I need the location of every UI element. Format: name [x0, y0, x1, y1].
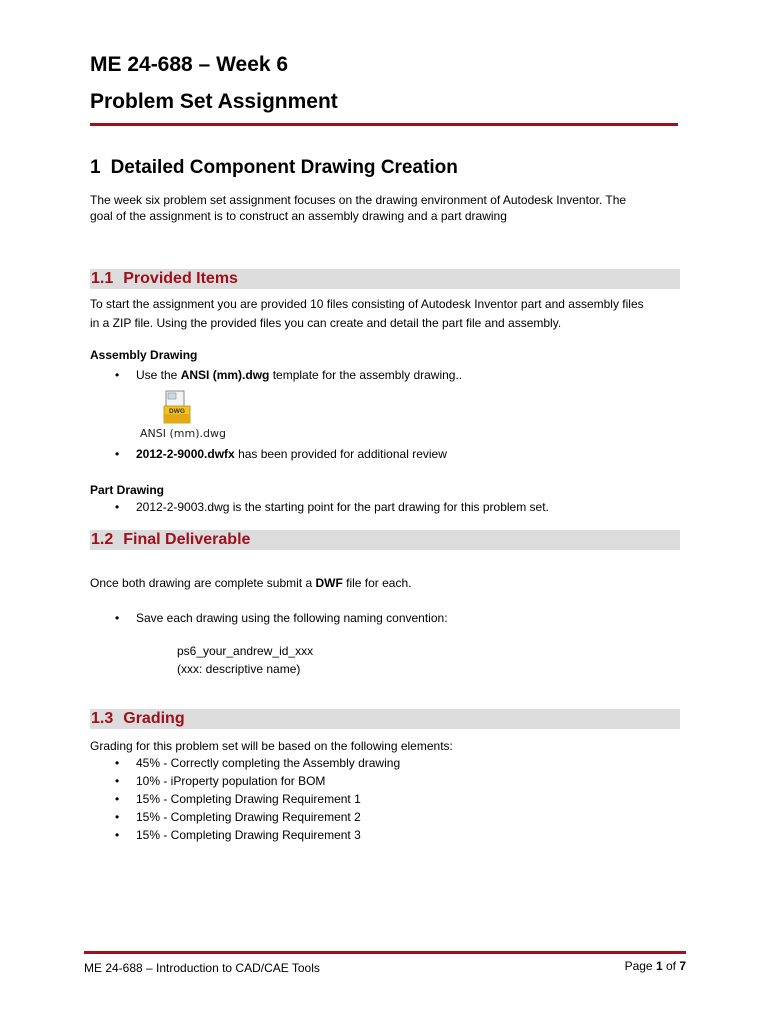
section-1-1-number: 1.1	[91, 270, 114, 287]
dwg-badge-label: DWG	[169, 408, 185, 415]
grading-item: 10% - iProperty population for BOM	[136, 774, 326, 788]
bullet-text: 2012-2-9003.dwg is the starting point for the part drawing for this problem set.	[136, 500, 549, 514]
intro-line-1: The week six problem set assignment focuses on the drawing environment of Autodesk Inventor. The	[90, 193, 627, 207]
page-of: of	[662, 959, 680, 973]
bullet-glyph: •	[115, 792, 120, 806]
section-1-3-number: 1.3	[91, 710, 114, 727]
bullet-glyph: •	[115, 810, 120, 824]
section-1-heading	[90, 157, 458, 179]
part-drawing-heading: Part Drawing	[90, 483, 165, 497]
deliverable-text: file for each.	[342, 576, 412, 590]
section-1-1-bar	[90, 269, 680, 289]
bullet-glyph: •	[115, 611, 120, 625]
section-1-1-paragraph	[90, 295, 680, 333]
section-1-number: 1	[90, 157, 101, 178]
bullet-text: Save each drawing using the following naming convention:	[136, 611, 448, 625]
footer-course-title: ME 24-688 – Introduction to CAD/CAE Tools	[84, 961, 320, 975]
bullet-glyph: •	[115, 828, 120, 842]
grading-intro: Grading for this problem set will be based on the following elements:	[90, 739, 453, 753]
grading-item: 45% - Correctly completing the Assembly drawing	[136, 756, 401, 770]
intro-line-2: goal of the assignment is to construct an assembly drawing and a part drawing	[90, 209, 507, 223]
template-filename: ANSI (mm).dwg	[180, 368, 270, 382]
section-1-title: Detailed Component Drawing Creation	[110, 157, 458, 178]
doc-title-line-2: Problem Set Assignment	[90, 90, 338, 113]
provided-line-1: To start the assignment you are provided 10 files consisting of Autodesk Inventor part and assembly files	[90, 297, 644, 311]
section-1-2-number: 1.2	[91, 531, 114, 548]
current-page: 1	[655, 959, 663, 973]
bullet-glyph: •	[115, 500, 120, 514]
footer-divider	[84, 951, 686, 954]
page-label: Page	[624, 959, 656, 973]
naming-convention: ps6_your_andrew_id_xxx	[177, 644, 314, 658]
deliverable-text: Once both drawing are complete submit a	[90, 576, 316, 590]
bullet-text: template for the assembly drawing..	[269, 368, 463, 382]
bullet-glyph: •	[115, 447, 120, 461]
bullet-glyph: •	[115, 756, 120, 770]
section-1-intro	[90, 192, 680, 224]
dwg-file-icon[interactable]	[162, 390, 192, 424]
dwg-file-caption: ANSI (mm).dwg	[140, 427, 226, 440]
page-number	[625, 959, 686, 973]
grading-item: 15% - Completing Drawing Requirement 1	[136, 792, 361, 806]
total-pages: 7	[679, 959, 686, 973]
review-filename: 2012-2-9000.dwfx	[136, 447, 235, 461]
assembly-drawing-heading: Assembly Drawing	[90, 348, 198, 362]
bullet-glyph: •	[115, 368, 120, 382]
provided-line-2: in a ZIP file. Using the provided files you can create and detail the part file and assembly.	[90, 316, 562, 330]
section-1-2-title: Final Deliverable	[123, 531, 251, 548]
section-1-2-bar	[90, 530, 680, 550]
grading-item: 15% - Completing Drawing Requirement 3	[136, 828, 361, 842]
section-1-2-heading	[90, 530, 680, 550]
title-divider	[90, 123, 678, 126]
naming-convention-note: (xxx: descriptive name)	[177, 662, 301, 676]
bullet-glyph: •	[115, 774, 120, 788]
section-1-1-heading	[90, 269, 680, 289]
dwf-format: DWF	[315, 576, 343, 590]
section-1-1-title: Provided Items	[123, 270, 238, 287]
section-1-3-heading	[90, 709, 680, 729]
section-1-3-bar	[90, 709, 680, 729]
bullet-text: has been provided for additional review	[234, 447, 447, 461]
deliverable-paragraph	[90, 575, 680, 591]
doc-title-line-1: ME 24-688 – Week 6	[90, 53, 289, 76]
section-1-3-title: Grading	[123, 710, 185, 727]
bullet-text: Use the	[136, 368, 181, 382]
grading-item: 15% - Completing Drawing Requirement 2	[136, 810, 361, 824]
